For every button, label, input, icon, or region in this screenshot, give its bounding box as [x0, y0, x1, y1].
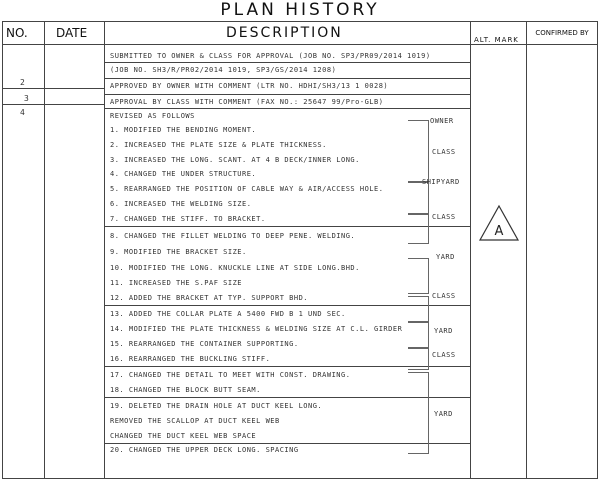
row-divider	[104, 94, 470, 95]
history-row: 13. ADDED THE COLLAR PLATE A 5400 FWD B 1 UND SEC.	[110, 310, 346, 318]
history-row: 11. INCREASED THE S.PAF SIZE	[110, 279, 243, 287]
group-bracket	[408, 182, 429, 214]
history-row: 15. REARRANGED THE CONTAINER SUPPORTING.	[110, 340, 299, 348]
header-confirmed-by: CONFIRMED BY	[535, 29, 589, 37]
history-row: 8. CHANGED THE FILLET WELDING TO DEEP PENE. WELDING.	[110, 232, 356, 240]
history-row: 16. REARRANGED THE BUCKLING STIFF.	[110, 355, 271, 363]
side-mark: OWNER	[430, 117, 454, 125]
history-row: 14. MODIFIED THE PLATE THICKNESS & WELDING SIZE AT C.L. GIRDER	[110, 325, 403, 333]
group-bracket	[408, 296, 429, 322]
history-row: 18. CHANGED THE BLOCK BUTT SEAM.	[110, 386, 261, 394]
side-mark: CLASS	[432, 351, 456, 359]
row-divider	[104, 62, 470, 63]
frame-bottom	[2, 478, 598, 479]
col-no-divider	[44, 21, 45, 478]
col-date-divider	[104, 21, 105, 478]
history-row: 20. CHANGED THE UPPER DECK LONG. SPACING	[110, 446, 299, 454]
revision-divider	[2, 104, 104, 105]
alt-mark-symbol: A	[494, 224, 504, 239]
history-row: 17. CHANGED THE DETAIL TO MEET WITH CONST. DRAWING.	[110, 371, 351, 379]
history-row: 1. MODIFIED THE BENDING MOMENT.	[110, 126, 257, 134]
history-row: APPROVED BY OWNER WITH COMMENT (LTR NO. HDHI/SH3/13 1 0028)	[110, 82, 389, 90]
history-row: 4. CHANGED THE UNDER STRUCTURE.	[110, 170, 257, 178]
frame-right	[597, 21, 598, 478]
header-bottom	[2, 44, 598, 45]
group-bracket	[408, 322, 429, 348]
history-row: 10. MODIFIED THE LONG. KNUCKLE LINE AT SIDE LONG.BHD.	[110, 264, 360, 272]
frame-left	[2, 21, 3, 478]
history-row: 19. DELETED THE DRAIN HOLE AT DUCT KEEL LONG.	[110, 402, 323, 410]
history-row: 6. INCREASED THE WELDING SIZE.	[110, 200, 252, 208]
history-row: 2. INCREASED THE PLATE SIZE & PLATE THICKNESS.	[110, 141, 327, 149]
history-row: (JOB NO. SH3/R/PR02/2014 1019, SP3/GS/2014 1208)	[110, 66, 337, 74]
group-bracket	[408, 372, 429, 454]
revision-no-3: 3	[24, 94, 29, 103]
col-alt-divider	[526, 21, 527, 478]
history-row: SUBMITTED TO OWNER & CLASS FOR APPROVAL (JOB NO. SP3/PR09/2014 1019)	[110, 52, 431, 60]
group-bracket	[408, 258, 429, 294]
group-bracket	[408, 214, 429, 244]
history-row: 9. MODIFIED THE BRACKET SIZE.	[110, 248, 247, 256]
history-row: 5. REARRANGED THE POSITION OF CABLE WAY & AIR/ACCESS HOLE.	[110, 185, 384, 193]
alt-mark-triangle-icon	[478, 204, 520, 242]
side-mark: CLASS	[432, 148, 456, 156]
history-row: 7. CHANGED THE STIFF. TO BRACKET.	[110, 215, 266, 223]
col-desc-divider	[470, 21, 471, 478]
side-mark: CLASS	[432, 292, 456, 300]
side-mark: YARD	[436, 253, 455, 261]
history-row: REMOVED THE SCALLOP AT DUCT KEEL WEB	[110, 417, 280, 425]
row-divider	[104, 78, 470, 79]
side-mark: YARD	[434, 410, 453, 418]
header-alt-mark: ALT. MARK	[474, 36, 519, 44]
group-bracket	[408, 120, 429, 182]
side-mark: YARD	[434, 327, 453, 335]
revision-no-4: 4	[20, 108, 25, 117]
history-row: 12. ADDED THE BRACKET AT TYP. SUPPORT BHD.	[110, 294, 309, 302]
side-mark: SHIPYARD	[422, 178, 460, 186]
row-divider	[104, 108, 470, 109]
header-date: DATE	[56, 26, 88, 40]
frame-top	[2, 21, 598, 22]
side-mark: CLASS	[432, 213, 456, 221]
history-row: CHANGED THE DUCT KEEL WEB SPACE	[110, 432, 257, 440]
page-title: PLAN HISTORY	[220, 0, 380, 20]
revision-no-2: 2	[20, 78, 25, 87]
revision-divider	[2, 88, 104, 89]
history-row: 3. INCREASED THE LONG. SCANT. AT 4 B DECK/INNER LONG.	[110, 156, 360, 164]
header-description: DESCRIPTION	[226, 25, 343, 41]
group-bracket	[408, 348, 429, 370]
header-no: NO.	[6, 26, 28, 40]
history-row: REVISED AS FOLLOWS	[110, 112, 195, 120]
history-row: APPROVAL BY CLASS WITH COMMENT (FAX NO.: 25647 99/Pro-GLB)	[110, 98, 384, 106]
